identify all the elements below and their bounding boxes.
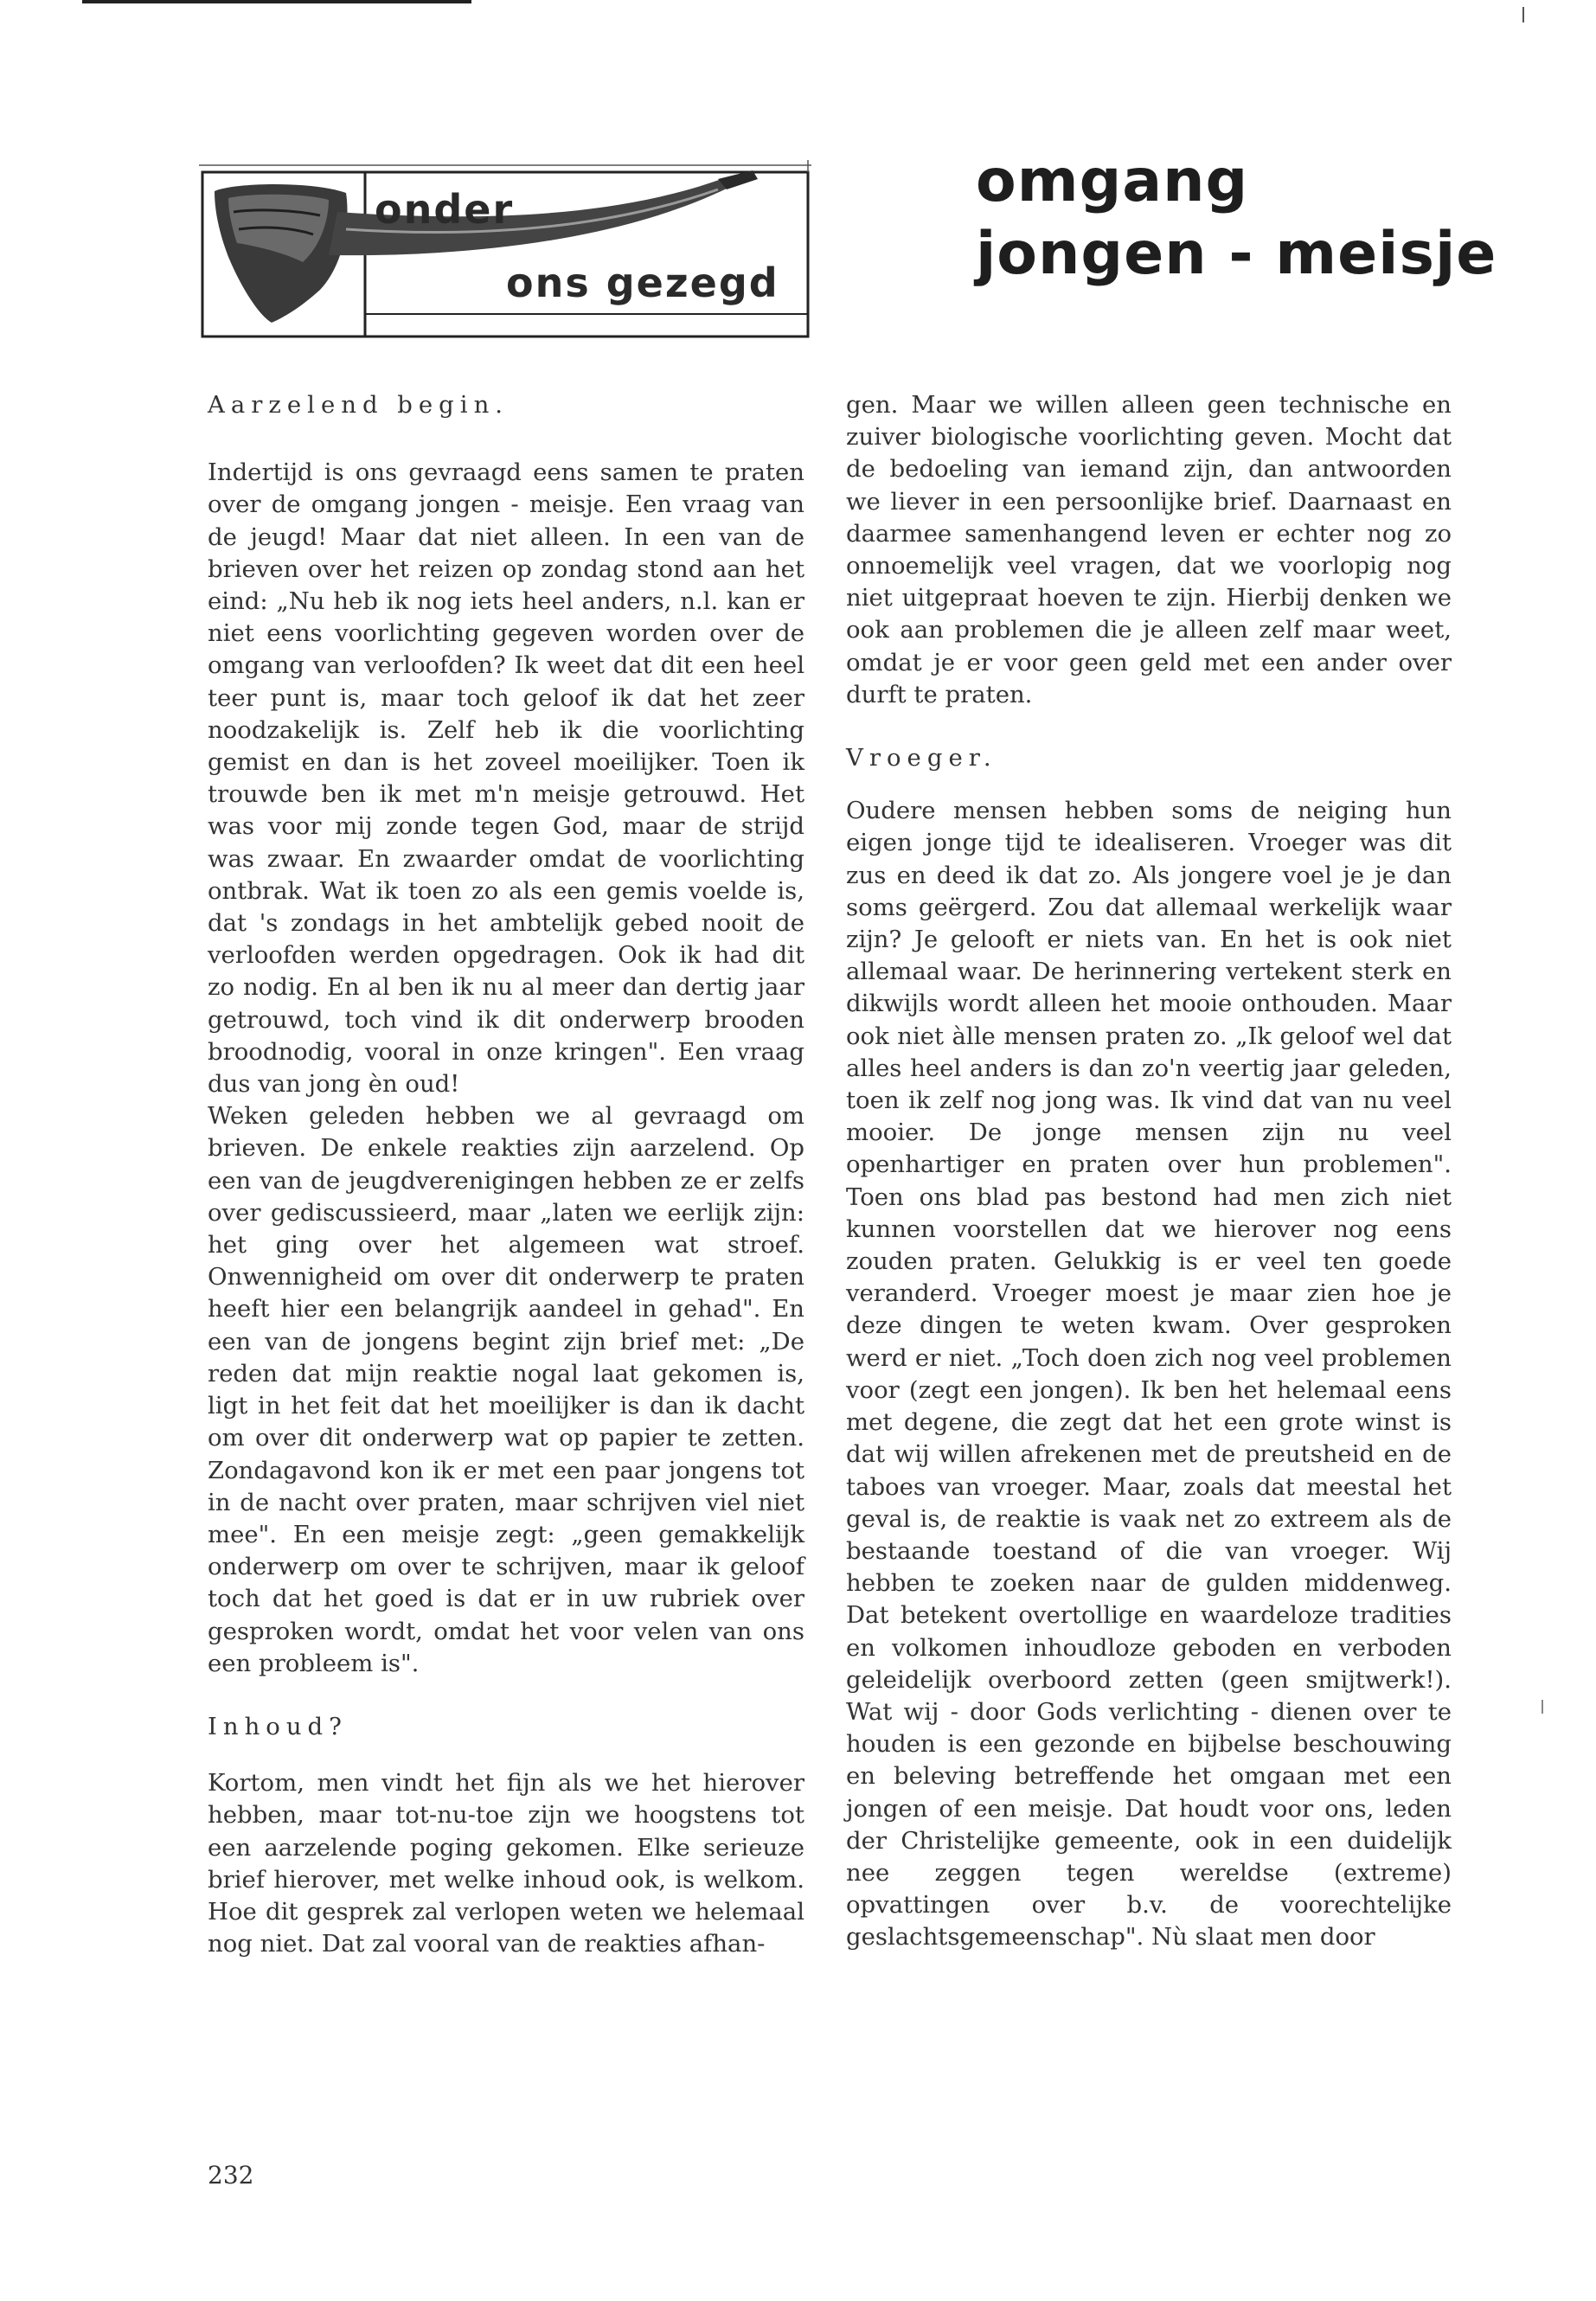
logo-word-ons-gezegd: ons gezegd: [506, 260, 779, 306]
margin-mark: [1542, 1700, 1543, 1714]
paragraph: Indertijd is ons gevraagd eens samen te praten over de omgang jongen - meisje. Een vraag van de jeugd! Maar dat niet alleen. In een van de brieven over het reizen op zondag stond aan het eind: „Nu heb ik nog iets heel anders, n.l. kan er niet eens voorlichting gegeven worden over de omgang van verloofden? Ik weet dat dit een heel teer punt is, maar toch geloof ik dat het zeer noodzakelijk is. Zelf heb ik die voorlichting gemist en dan is het zoveel moeilijker. Toen ik trouwde ben ik met m'n meisje getrouwd. Het was voor mij zonde tegen God, maar de strijd was zwaar. En zwaarder omdat de voorlichting ontbrak. Wat ik toen zo als een gemis voelde is, dat 's zondags in het ambtelijk gebed nooit de verloofden werden opgedragen. Ook ik had dit zo nodig. En al ben ik nu al meer dan dertig jaar getrouwd, toch vind ik dit onderwerp brooden broodnodig, vooral in onze kringen". Een vraag dus van jong èn oud!: [208, 458, 804, 1099]
section-heading-inhoud: Inhoud?: [208, 1712, 348, 1740]
right-column: [846, 389, 1452, 1954]
paragraph: Weken geleden hebben we al gevraagd om brieven. De enkele reakties zijn aarzelend. Op een van de jeugdverenigingen hebben ze er zelfs over gediscussieerd, maar „laten we eerlijk zijn: het ging over het algemeen wat stroef. Onwennigheid om over dit onderwerp te praten heeft hier een belangrijk aandeel in gehad". En een van de jongens begint zijn brief met: „De reden dat mijn reaktie nogal laat gekomen is, ligt in het feit dat het moeilijker is dan ik dacht om over dit onderwerp wat op papier te zetten. Zondagavond kon ik er met een paar jongens tot in de nacht over praten, maar schrijven viel niet mee". En een meisje zegt: „geen gemakkelijk onderwerp om over te schrijven, maar ik geloof toch dat het goed is dat er in uw rubriek over gesproken wordt, omdat het voor velen van ons een probleem is".: [208, 1102, 804, 1677]
paragraph: gen. Maar we willen alleen geen technische en zuiver biologische voorlichting geven. Mocht dat de bedoeling van iemand zijn, dan antwoorden we liever in een persoonlijke brief. Daarnaast en daarmee samenhangend leven er echter nog zo onnoemelijk veel vragen, dat we voorlopig nog niet uitgepraat hoeven te zijn. Hierbij denken we ook aan problemen die je alleen zelf maar weet, omdat je er voor geen geld met een ander over durft te praten.: [846, 391, 1452, 708]
title-line-2: jongen - meisje: [976, 220, 1497, 288]
title-line-1: omgang: [976, 147, 1249, 215]
article-title: [976, 145, 1497, 291]
top-rule: [82, 0, 471, 3]
corner-mark: [1522, 7, 1524, 22]
column-logo: [199, 160, 811, 340]
page-number: 232: [208, 2161, 254, 2189]
logo-word-onder: onder: [375, 186, 515, 233]
paragraph: Oudere mensen hebben soms de neiging hun eigen jonge tijd te idealiseren. Vroeger was dit zus en deed ik dat zo. Als jongere voel je je dan soms geërgerd. Zou dat allemaal werkelijk waar zijn? Je gelooft er niets van. En het is ook niet allemaal waar. De herinnering vertekent sterk en dikwijls wordt alleen het mooie onthouden. Maar ook niet àlle mensen praten zo. „Ik geloof wel dat alles heel anders is dan zo'n veertig jaar geleden, toen ik zelf nog jong was. Ik vind dat van nu veel mooier. De jonge mensen zijn nu veel openhartiger en praten over hun problemen". Toen ons blad pas bestond had men zich niet kunnen voorstellen dat we hierover nog eens zouden praten. Gelukkig is er veel ten goede veranderd. Vroeger moest je maar zien hoe je deze dingen te weten kwam. Over gesproken werd er niet. „Toch doen zich nog veel problemen voor (zegt een jongen). Ik ben het helemaal eens met degene, die zegt dat het een grote winst is dat wij willen afrekenen met de preutsheid en de taboes van vroeger. Maar, zoals dat meestal het geval is, de reaktie is vaak net zo extreem als de bestaande toestand of die van vroeger. Wij hebben te zoeken naar de gulden middenweg. Dat betekent overtollige en waardeloze tradities en volkomen inhoudloze geboden en verboden geleidelijk overboord zetten (geen smijtwerk!). Wat wij - door Gods verlichting - dienen over te houden is een gezonde en bijbelse beschouwing en beleving betreffende het omgaan met een jongen of een meisje. Dat houdt voor ons, leden der Christelijke gemeente, ook in een duidelijk nee zeggen tegen wereldse (extreme) opvattingen over b.v. de voorechtelijke geslachtsgemeenschap". Nù slaat men door: [846, 797, 1452, 1952]
section-heading-aarzelend-begin: Aarzelend begin.: [208, 391, 510, 419]
paragraph: Kortom, men vindt het fijn als we het hierover hebben, maar tot-nu-toe zijn we hoogstens tot een aarzelende poging gekomen. Elke serieuze brief hierover, met welke inhoud ook, is welkom. Hoe dit gesprek zal verlopen weten we helemaal nog niet. Dat zal vooral van de reakties afhan-: [208, 1769, 804, 1958]
left-column: [208, 389, 804, 1960]
section-heading-vroeger: Vroeger.: [846, 744, 997, 772]
